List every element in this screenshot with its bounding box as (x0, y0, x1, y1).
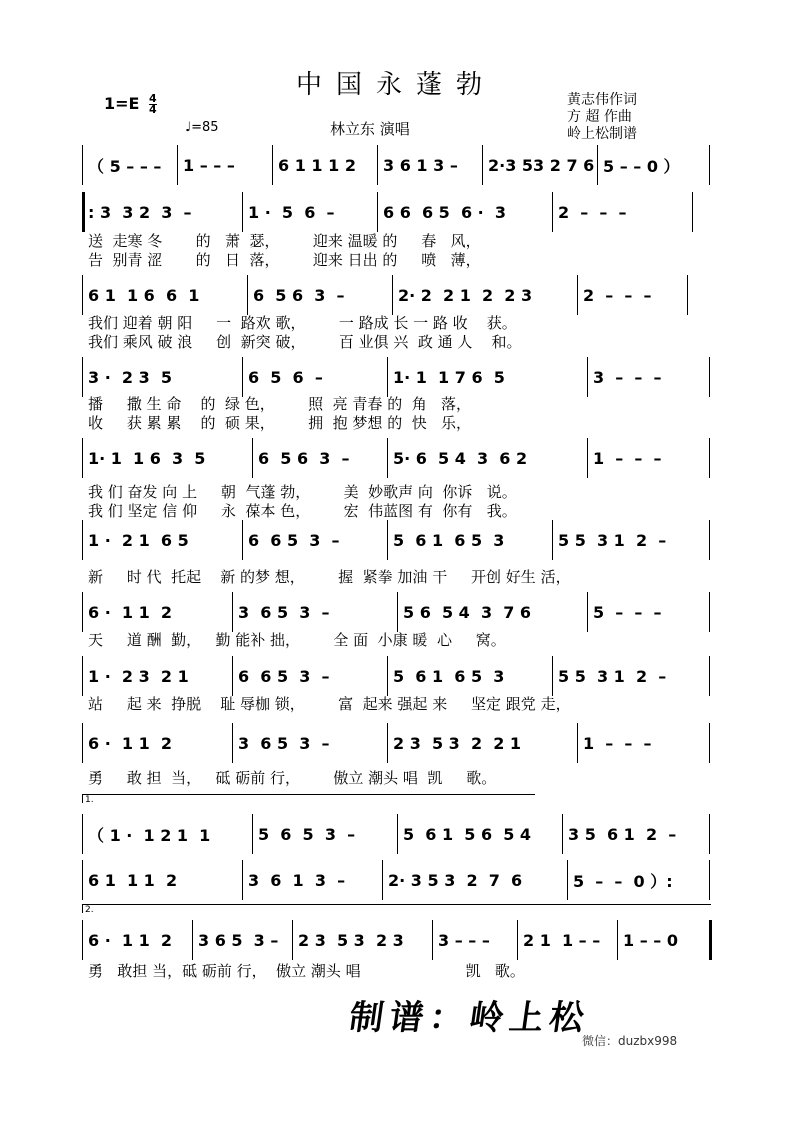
score-system (82, 814, 712, 854)
barline (232, 592, 233, 632)
lyric-line: 我 们 坚定 信 仰 永 葆本 色， 宏 伟蓝图 有 你有 我。 (88, 502, 517, 520)
barline (242, 357, 243, 397)
measure: 5 6 1 6 5 3 (393, 530, 505, 550)
measure: 3 – – – (438, 930, 490, 950)
barline (242, 860, 243, 900)
barline (577, 723, 578, 763)
barline (387, 723, 388, 763)
barline (192, 920, 193, 960)
lyric-line: 我们 迎着 朝 阳 一 路欢 歌， 一 路成 长 一 路 收 获。 (88, 314, 517, 332)
barline (82, 145, 83, 185)
barline (377, 192, 378, 232)
barline (397, 814, 398, 854)
lyric-line: 收 获 累 累 的 硕 果， 拥 抱 梦想 的 快 乐， (88, 414, 472, 432)
barline (709, 438, 710, 478)
measure: 1 – – – (183, 155, 235, 175)
measure: 5 6 1 6 5 3 (393, 666, 505, 686)
barline (232, 723, 233, 763)
lyric-line: 我 们 奋发 向 上 朝 气蓬 勃， 美 妙歌声 向 你诉 说。 (88, 483, 517, 501)
measure: 3 6 5 3 – (238, 602, 330, 622)
barline (617, 920, 618, 960)
measure: 6 5 6 3 – (258, 448, 350, 468)
measure: : 3 3 2 3 – (88, 202, 192, 222)
barline (482, 145, 483, 185)
measure: 3 – – – (593, 367, 662, 387)
measure: 2 3 5 3 2 2 1 (393, 733, 522, 753)
barline (392, 275, 393, 315)
barline (709, 357, 710, 397)
measure: 1· 1 1 7 6 5 (393, 367, 505, 387)
barline (587, 438, 588, 478)
barline (387, 357, 388, 397)
lyric-line: 送 走寒 冬 的 萧 瑟， 迎来 温暖 的 春 风， (88, 232, 481, 250)
barline (597, 145, 598, 185)
barline (242, 520, 243, 560)
barline (82, 920, 83, 960)
barline (709, 814, 710, 854)
score-system (82, 520, 712, 560)
measure: 1 – – – (583, 733, 652, 753)
score-system (82, 192, 712, 232)
measure: 5 – – 0 ）: (573, 871, 673, 891)
score-system (82, 920, 712, 960)
score-system (82, 656, 712, 696)
measure: 6 5 6 3 – (253, 285, 345, 305)
measure: 6 5 6 – (248, 367, 323, 387)
score-system (82, 275, 712, 315)
barline (387, 438, 388, 478)
measure: 3 · 2 3 5 (88, 367, 173, 387)
measure: （ 5 – – – (88, 156, 162, 176)
barline (709, 520, 710, 560)
barline (82, 520, 83, 560)
measure: 1 · 5 6 – (248, 202, 335, 222)
barline (82, 592, 83, 632)
measure: 6 · 1 1 2 (88, 930, 173, 950)
time-top: 4 (149, 92, 157, 105)
measure: 1 – – – (593, 448, 662, 468)
measure: 5· 6 5 4 3 6 2 (393, 448, 528, 468)
measure: 3 6 5 3 – (198, 930, 279, 950)
barline (247, 275, 248, 315)
barline (387, 520, 388, 560)
measure: 2 3 5 3 2 3 (298, 930, 404, 950)
barline (709, 145, 710, 185)
measure: 2· 2 2 1 2 2 3 (398, 285, 533, 305)
barline (709, 860, 710, 900)
author-credits (567, 92, 637, 143)
barline (82, 860, 83, 900)
barline (709, 592, 710, 632)
measure: 1 · 2 1 6 5 (88, 530, 189, 550)
barline (82, 438, 83, 478)
measure: 1· 1 1 6 3 5 (88, 448, 206, 468)
lyric-line: 告 别青 涩 的 日 落， 迎来 日出 的 喷 薄， (88, 251, 481, 269)
measure: 2 – – – (558, 202, 627, 222)
measure: 6 6 5 3 – (238, 666, 330, 686)
score-system (82, 145, 712, 185)
lyric-line: 播 撒 生 命 的 绿 色， 照 亮 青春 的 角 落， (88, 395, 472, 413)
wechat-id: 微信：duzbx998 (582, 1034, 678, 1048)
measure: 5 6 1 5 6 5 4 (403, 824, 532, 844)
barline (552, 520, 553, 560)
measure: 2 – – – (583, 285, 652, 305)
measure: 5 5 3 1 2 – (558, 666, 667, 686)
barline (252, 438, 253, 478)
barline (232, 656, 233, 696)
lyric-line: 勇 敢担 当，砥 砺前 行， 傲立 潮头 唱 凯 歌。 (88, 962, 525, 980)
lyric-line: 新 时 代 托起 新 的梦 想， 握 紧拳 加油 干 开创 好生 活， (88, 568, 571, 586)
barline (177, 145, 178, 185)
measure: 6 · 1 1 2 (88, 733, 173, 753)
measure: 6 6 5 3 – (248, 530, 340, 550)
lyricist: 黄志伟作词 (567, 92, 637, 108)
barline (82, 814, 83, 854)
composer: 方 超 作曲 (567, 109, 632, 125)
score-system (82, 592, 712, 632)
barline (292, 920, 293, 960)
measure: 2·3 53 2 7 6 (488, 155, 595, 175)
tempo-marking: ♩=85 (185, 120, 219, 135)
measure: 3 6 1 3 – (383, 155, 458, 175)
barline (517, 920, 518, 960)
measure: 3 6 1 3 – (248, 870, 346, 890)
score-system (82, 860, 712, 900)
measure: 6 1 1 6 6 1 (88, 285, 200, 305)
measure: 3 6 5 3 – (238, 733, 330, 753)
barline (242, 192, 243, 232)
barline (692, 192, 693, 232)
barline (687, 275, 688, 315)
barline (577, 275, 578, 315)
measure: 6 6 6 5 6 · 3 (383, 202, 507, 222)
barline (82, 723, 83, 763)
measure: 1 · 2 3 2 1 (88, 666, 189, 686)
barline (587, 357, 588, 397)
measure: 6 1 1 1 2 (88, 870, 178, 890)
measure: 6 · 1 1 2 (88, 602, 173, 622)
barline (587, 592, 588, 632)
barline (387, 656, 388, 696)
measure: 5 6 5 3 – (258, 824, 356, 844)
score-system (82, 723, 712, 763)
measure: 1 – – 0 (623, 930, 678, 950)
barline (709, 723, 710, 763)
score-system (82, 438, 712, 478)
measure: 6 1 1 1 2 (278, 155, 356, 175)
lyric-line: 我们 乘风 破 浪 创 新突 破， 百 业俱 兴 政 通 人 和。 (88, 333, 522, 351)
engraver-signature: 制谱：岭上松 (346, 998, 593, 1038)
measure: 3 5 6 1 2 – (568, 824, 677, 844)
volta-second: 2. (82, 904, 711, 913)
barline (82, 275, 83, 315)
measure: 5 5 3 1 2 – (558, 530, 667, 550)
key-signature (104, 94, 157, 115)
barline (377, 145, 378, 185)
volta-first: 1. (82, 794, 535, 803)
lyric-line: 勇 敢 担 当， 砥 砺前 行， 傲立 潮头 唱 凯 歌。 (88, 769, 497, 787)
score-system (82, 357, 712, 397)
barline (432, 920, 433, 960)
barline (562, 814, 563, 854)
measure: 2· 3 5 3 2 7 6 (388, 870, 523, 890)
barline (709, 656, 710, 696)
engraver: 岭上松制谱 (567, 126, 637, 142)
time-bottom: 4 (149, 103, 157, 116)
key-label: 1=E (104, 94, 140, 113)
barline (552, 656, 553, 696)
measure: 2 1 1 – – (523, 930, 601, 950)
measure: 5 – – – (593, 602, 662, 622)
barline (552, 192, 553, 232)
lyric-line: 站 起 来 挣脱 耻 辱枷 锁， 富 起来 强起 来 坚定 跟党 走， (88, 695, 571, 713)
lyric-line: 天 道 酬 勤， 勤 能补 拙， 全 面 小康 暖 心 窝。 (88, 631, 506, 649)
barline (567, 860, 568, 900)
barline (82, 656, 83, 696)
song-title: 中国永蓬勃 (295, 70, 496, 100)
barline (272, 145, 273, 185)
final-barline (709, 920, 712, 960)
barline (252, 814, 253, 854)
measure: （ 1 · 1 2 1 1 (88, 825, 211, 845)
singer-credit: 林立东 演唱 (330, 120, 410, 138)
barline (397, 592, 398, 632)
measure: 5 – – 0 ） (603, 156, 680, 176)
barline (82, 357, 83, 397)
measure: 5 6 5 4 3 7 6 (403, 602, 532, 622)
barline (382, 860, 383, 900)
barline (82, 192, 85, 232)
